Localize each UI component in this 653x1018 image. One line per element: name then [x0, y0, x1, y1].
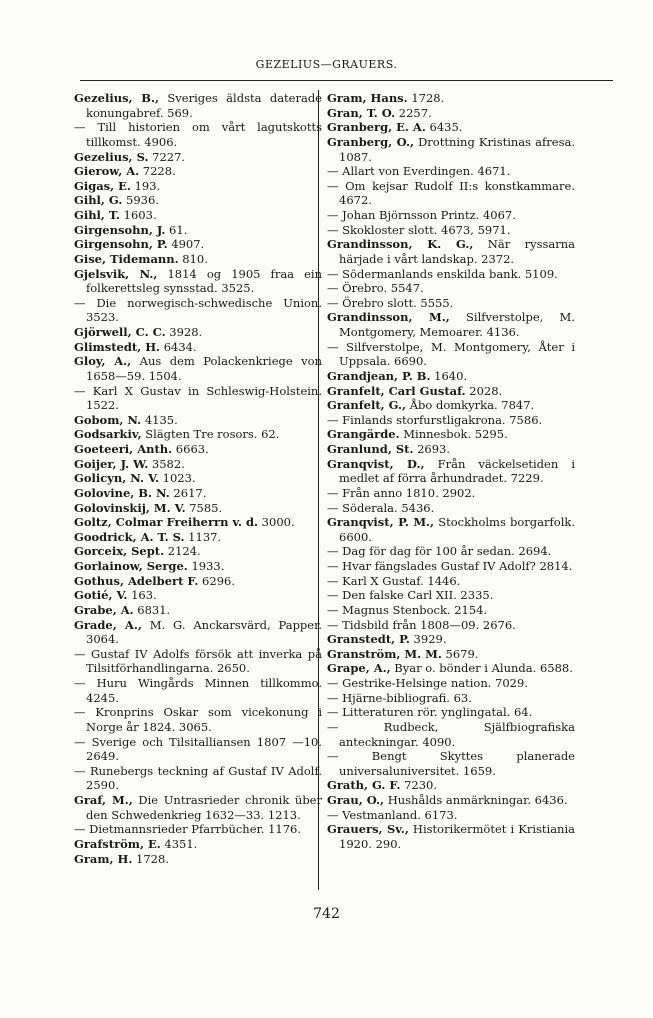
entry-text: — Johan Björnsson Printz. 4067. [327, 208, 516, 222]
entry-text: Åbo domkyrka. 7847. [406, 398, 535, 413]
entry-text: 1137. [184, 529, 222, 544]
entry-text: 3928. [165, 325, 203, 339]
index-entry [74, 588, 322, 603]
index-entry [327, 749, 575, 778]
index-entry [74, 559, 322, 574]
index-entry [327, 808, 575, 823]
entry-text: Silfverstolpe, M. Montgomery, Memoarer. 4136. [339, 310, 575, 339]
entry-heading: Goijer, J. W. [74, 456, 149, 471]
entry-heading: Grandinsson, M., [327, 310, 450, 325]
index-entry [327, 822, 575, 851]
right-column [327, 91, 575, 852]
index-entry [327, 267, 575, 282]
index-entry [74, 237, 322, 252]
index-entry [327, 91, 575, 106]
index-entry [74, 837, 322, 852]
index-entry [327, 618, 575, 633]
index-entry [327, 106, 575, 121]
entry-text: — Den falske Carl XII. 2335. [327, 588, 494, 603]
index-entry [74, 501, 322, 516]
entry-heading: Gorlainow, Serge. [74, 559, 188, 573]
index-entry [327, 413, 575, 428]
index-entry [74, 252, 322, 267]
entry-heading: Goodrick, A. T. S. [74, 529, 185, 544]
index-entry [74, 618, 322, 647]
entry-text: — Dietmannsrieder Pfarrbücher. 1176. [74, 822, 301, 837]
entry-heading: Girgensohn, J. [74, 222, 166, 237]
entry-heading: Grandjean, P. B. [327, 368, 431, 383]
entry-text: — Bengt Skyttes planerade universaluniversitet. 1659. [327, 749, 575, 778]
entry-heading: Glimstedt, H. [74, 339, 161, 354]
index-entry [327, 427, 575, 442]
entry-text: 7228. [139, 164, 176, 179]
entry-heading: Granstedt, P. [327, 632, 410, 647]
entry-heading: Grandinsson, K. G., [327, 237, 474, 252]
entry-text: Hushålds anmärkningar. 6436. [384, 793, 568, 807]
entry-text: Sveriges äldsta daterade konungabref. 569. [86, 91, 322, 120]
index-entry [327, 296, 575, 311]
entry-text: Historikermötet i Kristiania 1920. 290. [339, 822, 576, 851]
entry-heading: Grafström, E. [74, 836, 161, 851]
index-entry [74, 574, 322, 589]
index-entry [74, 223, 322, 238]
left-column [74, 91, 322, 866]
entry-text: 1603. [120, 208, 157, 222]
entry-text: 2028. [465, 383, 503, 398]
index-entry [74, 457, 322, 472]
index-entry [327, 778, 575, 793]
index-entry [327, 603, 575, 618]
index-entry [327, 237, 575, 266]
index-entry [74, 647, 322, 676]
entry-text: När ryssarna härjade i vårt landskap. 2372. [339, 237, 576, 266]
entry-heading: Gothus, Adelbert F. [74, 573, 199, 588]
entry-text: 6831. [133, 602, 171, 617]
entry-text: — Karl X Gustaf. 1446. [327, 573, 461, 588]
index-entry [327, 588, 575, 603]
entry-text: 5936. [122, 193, 159, 208]
index-entry [74, 735, 322, 764]
entry-text: — Sverige och Tilsitalliansen 1807 —10. 2649. [74, 734, 322, 764]
entry-heading: Grade, A., [74, 617, 142, 632]
entry-text: — Rudbeck, Själfbiografiska anteckningar. 4090. [327, 719, 575, 749]
entry-heading: Gezelius, S. [74, 149, 149, 164]
index-entry [327, 720, 575, 749]
entry-text: 7230. [400, 778, 438, 793]
entry-heading: Gran, T. O. [327, 105, 396, 120]
entry-text: — Gestrike-Helsinge nation. 7029. [327, 676, 528, 690]
entry-text: 6435. [425, 120, 463, 135]
page-number: 742 [313, 906, 340, 922]
index-entry [74, 413, 322, 428]
index-entry [327, 793, 575, 808]
index-entry [74, 486, 322, 501]
index-entry [327, 223, 575, 238]
index-entry [327, 340, 575, 369]
index-entry [74, 544, 322, 559]
entry-text: 2257. [395, 105, 432, 120]
entry-text: 3000. [258, 515, 295, 530]
entry-text: 6434. [160, 339, 197, 354]
index-entry [327, 208, 575, 223]
entry-heading: Grau, O., [327, 793, 385, 807]
entry-text: Slägten Tre rosors. 62. [141, 427, 280, 442]
entry-text: — Örebro slott. 5555. [327, 295, 454, 310]
entry-heading: Gise, Tidemann. [74, 251, 179, 266]
entry-text: 1814 og 1905 fraa ein folkerettsleg synsstad. 3525. [86, 266, 323, 296]
index-entry [327, 120, 575, 135]
entry-text: — Om kejsar Rudolf II:s konstkammare. 4672. [327, 178, 575, 208]
index-entry [74, 193, 322, 208]
entry-text: 810. [178, 251, 208, 266]
entry-text: — Vestmanland. 6173. [327, 807, 458, 822]
entry-heading: Goltz, Colmar Freiherrn v. d. [74, 515, 259, 530]
index-entry [74, 164, 322, 179]
entry-text: 1640. [430, 368, 468, 383]
entry-text: 163. [127, 588, 157, 603]
entry-heading: Girgensohn, P. [74, 237, 168, 252]
index-entry [74, 427, 322, 442]
entry-heading: Grape, A., [327, 661, 391, 676]
entry-text: 6663. [172, 442, 209, 456]
entry-heading: Granfelt, G., [327, 398, 407, 413]
index-entry [327, 632, 575, 647]
index-entry [74, 515, 322, 530]
index-entry [74, 793, 322, 822]
index-entry [327, 457, 575, 486]
entry-heading: Gjörwell, C. C. [74, 325, 166, 339]
entry-heading: Godsarkiv, [74, 427, 142, 442]
entry-heading: Granström, M. M. [327, 646, 442, 661]
entry-text: — Karl X Gustav in Schleswig-Holstein. 1522. [74, 383, 322, 413]
entry-heading: Gjelsvik, N., [74, 266, 158, 281]
entry-heading: Gierow, A. [74, 164, 140, 179]
index-entry [74, 120, 322, 149]
entry-text: 6296. [198, 573, 235, 588]
entry-text: — Kronprins Oskar som vicekonung i Norge år 1824. 3065. [74, 705, 322, 734]
entry-text: Aus dem Polackenkriege von 1658—59. 1504. [86, 354, 322, 383]
entry-text: Minnesbok. 5295. [399, 427, 508, 442]
running-title: GEZELIUS—GRAUERS. [255, 58, 398, 71]
index-entry [327, 164, 575, 179]
entry-text: — Litteraturen rör. ynglingatal. 64. [327, 705, 533, 720]
entry-text: 2617. [169, 485, 207, 500]
entry-heading: Goeteeri, Anth. [74, 442, 173, 456]
entry-text: M. G. Anckarsvärd, Papper. 3064. [86, 617, 322, 647]
entry-heading: Gobom, N. [74, 412, 142, 427]
index-entry [327, 310, 575, 339]
index-entry [327, 398, 575, 413]
index-entry [327, 179, 575, 208]
entry-heading: Gigas, E. [74, 178, 131, 193]
entry-heading: Gram, H. [74, 851, 133, 866]
entry-text: — Dag för dag för 100 år sedan. 2694. [327, 544, 552, 559]
entry-text: 4351. [160, 836, 198, 851]
index-entry [74, 354, 322, 383]
index-entry [327, 559, 575, 574]
index-entry [327, 691, 575, 706]
entry-text: 193. [130, 178, 161, 193]
entry-heading: Granqvist, D., [327, 456, 425, 471]
index-entry [74, 603, 322, 618]
entry-heading: Granberg, O., [327, 134, 414, 149]
entry-heading: Gorceix, Sept. [74, 544, 165, 559]
index-entry [74, 340, 322, 355]
entry-text: — Silfverstolpe, M. Montgomery, Åter i Uppsala. 6690. [327, 339, 575, 369]
entry-text: 7227. [148, 149, 186, 164]
entry-text: 5679. [441, 646, 479, 661]
entry-text: 1023. [158, 471, 196, 486]
entry-heading: Granberg, E. A. [327, 120, 426, 135]
entry-text: — Hvar fängslades Gustaf IV Adolf? 2814. [327, 559, 573, 573]
entry-text: 1728. [132, 851, 169, 866]
entry-text: — Örebro. 5547. [327, 281, 424, 296]
entry-text: — Allart von Everdingen. 4671. [327, 164, 511, 179]
index-entry [327, 384, 575, 399]
entry-text: — Södermanlands enskilda bank. 5109. [327, 266, 558, 281]
entry-heading: Gotié, V. [74, 588, 128, 603]
entry-text: — Die norwegisch-schwedische Union. 3523. [74, 295, 322, 325]
entry-text: 7585. [185, 500, 223, 515]
entry-text: — Till historien om vårt lagutskotts tillkomst. 4906. [74, 120, 322, 149]
entry-text: Stockholms borgarfolk. 6600. [339, 515, 575, 544]
entry-text: 4135. [141, 412, 178, 427]
entry-text: 3582. [148, 456, 185, 471]
index-entry [74, 179, 322, 194]
index-entry [327, 486, 575, 501]
entry-heading: Gezelius, B., [74, 91, 160, 105]
index-entry [74, 471, 322, 486]
entry-text: Byar o. bönder i Alunda. 6588. [390, 661, 573, 676]
entry-text: — Tidsbild från 1808—09. 2676. [327, 617, 516, 632]
entry-text: — Magnus Stenbock. 2154. [327, 602, 488, 617]
entry-text: — Hjärne-bibliografi. 63. [327, 690, 472, 705]
entry-text: 1728. [407, 91, 445, 105]
index-entry [74, 764, 322, 793]
index-entry [327, 661, 575, 676]
entry-text: 1933. [187, 559, 225, 573]
entry-heading: Grabe, A. [74, 602, 134, 617]
index-entry [327, 135, 575, 164]
index-entry [74, 296, 322, 325]
index-entry [74, 325, 322, 340]
entry-text: 4907. [167, 237, 205, 252]
entry-text: 61. [165, 222, 188, 237]
header-rule [80, 80, 613, 81]
entry-text: — Finlands storfurstligakrona. 7586. [327, 412, 543, 427]
entry-text: — Huru Wingårds Minnen tillkommo. 4245. [74, 676, 322, 705]
index-entry [74, 822, 322, 837]
index-entry [74, 676, 322, 705]
entry-heading: Grangärde. [327, 427, 400, 442]
entry-text: — Från anno 1810. 2902. [327, 485, 476, 500]
entry-heading: Golicyn, N. V. [74, 471, 159, 486]
index-entry [327, 544, 575, 559]
index-entry [327, 501, 575, 516]
index-entry [327, 442, 575, 457]
index-entry [74, 384, 322, 413]
index-entry [327, 515, 575, 544]
entry-text: Drottning Kristinas afresa. 1087. [339, 134, 575, 164]
entry-text: — Runebergs teckning af Gustaf IV Adolf. 2590. [74, 763, 322, 793]
index-entry [74, 267, 322, 296]
entry-heading: Gihl, T. [74, 208, 121, 222]
entry-heading: Grath, G. F. [327, 778, 401, 793]
index-entry [327, 281, 575, 296]
index-entry [74, 852, 322, 867]
index-entry [74, 705, 322, 734]
index-entry [74, 442, 322, 457]
index-entry [327, 574, 575, 589]
entry-heading: Golovine, B. N. [74, 485, 170, 500]
entry-heading: Gihl, G. [74, 193, 123, 208]
index-entry [327, 676, 575, 691]
entry-heading: Granqvist, P. M., [327, 515, 435, 530]
entry-heading: Golovinskij, M. V. [74, 500, 186, 515]
entry-text: 3929. [409, 632, 447, 647]
entry-text: — Skokloster slott. 4673, 5971. [327, 222, 511, 237]
index-entry [327, 647, 575, 662]
entry-text: Från väckelsetiden i medlet af förra århundradet. 7229. [339, 456, 575, 486]
entry-heading: Gram, Hans. [327, 91, 408, 105]
index-entry [74, 91, 322, 120]
index-entry [327, 705, 575, 720]
index-entry [74, 150, 322, 165]
entry-heading: Gloy, A., [74, 354, 132, 369]
entry-text: — Söderala. 5436. [327, 500, 435, 515]
index-entry [74, 208, 322, 223]
entry-text: Die Untrasrieder chronik über den Schwedenkrieg 1632—33. 1213. [86, 793, 322, 822]
entry-heading: Granlund, St. [327, 442, 414, 456]
entry-heading: Graf, M., [74, 793, 133, 807]
entry-text: 2693. [413, 442, 451, 456]
entry-text: — Gustaf IV Adolfs försök att inverka på Tilsitförhandlingarna. 2650. [74, 646, 322, 676]
entry-text: 2124. [164, 544, 201, 559]
index-entry [74, 530, 322, 545]
index-entry [327, 369, 575, 384]
entry-heading: Granfelt, Carl Gustaf. [327, 383, 466, 398]
entry-heading: Grauers, Sv., [327, 822, 409, 837]
